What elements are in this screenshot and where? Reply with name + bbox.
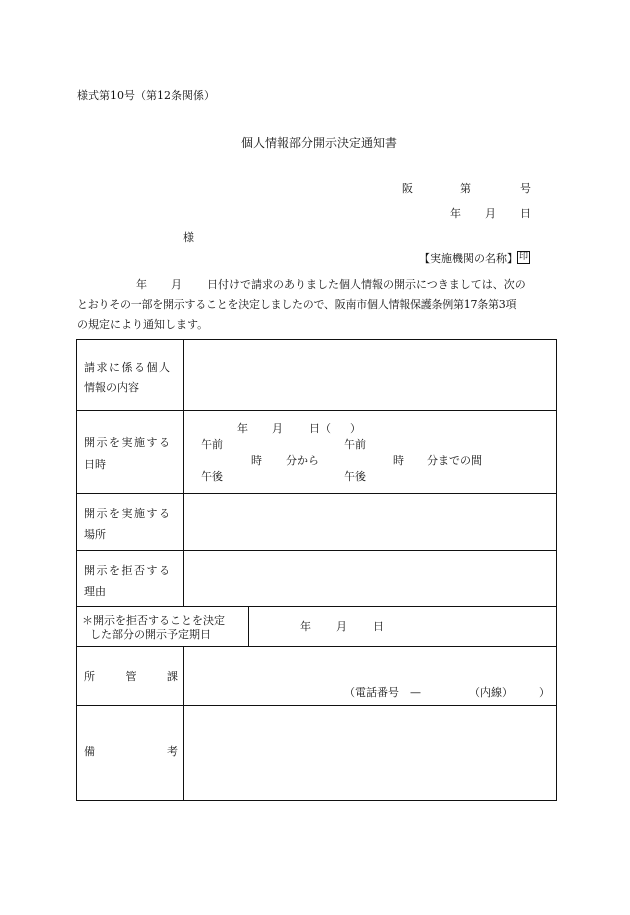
date-day: 日 — [520, 207, 531, 220]
dt-hour-1: 時 — [251, 454, 262, 467]
label-line: した部分の開示予定期日 — [90, 628, 211, 641]
dt-hour-2: 時 — [393, 454, 404, 467]
label-line: 開示を拒否する — [84, 564, 172, 577]
sd-day: 日 — [373, 620, 384, 633]
label-char: 所 — [84, 670, 95, 683]
body-line1: 日付けで請求のありました個人情報の開示につきましては、次の — [207, 278, 526, 291]
label-department-text — [84, 671, 178, 682]
label-char: 備 — [84, 745, 95, 758]
date-year: 年 — [450, 207, 461, 220]
row-disclosure-datetime — [77, 411, 557, 494]
body-line2: とおりその一部を開示することを決定しましたので、阪南市個人情報保護条例第17条第3項 — [77, 298, 517, 311]
date-month: 月 — [485, 207, 496, 220]
label-refusal-reason — [77, 551, 184, 607]
dt-close: ） — [350, 422, 361, 435]
label-line: 理由 — [84, 585, 106, 598]
label-line: 請求に係る個人 — [84, 361, 172, 374]
label-scheduled-date — [77, 607, 249, 647]
dt-min-from: 分から — [286, 454, 319, 467]
body-line3: の規定により通知します。 — [77, 318, 209, 331]
label-line: 日時 — [84, 458, 106, 471]
row-requested-info — [77, 340, 557, 411]
dt-am-2: 午前 — [344, 438, 366, 451]
dt-pm-2: 午後 — [344, 470, 366, 483]
label-department — [77, 647, 184, 706]
dt-year: 年 — [237, 422, 248, 435]
ref-dai: 第 — [460, 182, 471, 195]
label-line: 開示を実施する — [84, 507, 172, 520]
value-scheduled-date[interactable] — [249, 607, 557, 647]
row-refusal-reason — [77, 551, 557, 607]
form-number: 様式第10号（第12条関係） — [77, 89, 215, 102]
label-line: 場所 — [84, 528, 106, 541]
value-refusal-reason[interactable] — [184, 551, 557, 607]
body-year: 年 — [136, 278, 147, 291]
row-disclosure-place — [77, 494, 557, 551]
label-char: 管 — [125, 670, 137, 683]
seal-mark: 印 — [518, 252, 528, 262]
addressee-sama: 様 — [183, 231, 194, 244]
value-disclosure-datetime[interactable] — [184, 411, 557, 494]
body-month: 月 — [171, 278, 182, 291]
dt-month: 月 — [272, 422, 283, 435]
notice-form-table — [76, 339, 557, 801]
dt-day: 日（ — [309, 422, 331, 435]
dt-pm-1: 午後 — [201, 470, 223, 483]
dt-min-to: 分までの間 — [427, 454, 482, 467]
phone-dash: — — [410, 686, 421, 699]
label-disclosure-place — [77, 494, 184, 551]
value-remarks[interactable] — [184, 706, 557, 801]
label-line: 情報の内容 — [84, 381, 139, 394]
issuer-label: 【実施機関の名称】 — [419, 252, 518, 265]
label-char: 課 — [167, 670, 178, 683]
value-department[interactable] — [184, 647, 557, 706]
value-disclosure-place[interactable] — [184, 494, 557, 551]
sd-month: 月 — [336, 620, 347, 633]
extension-label: （内線） — [469, 686, 513, 699]
label-line: 開示を実施する — [84, 436, 172, 449]
label-char: 考 — [167, 745, 178, 758]
phone-close: ） — [539, 686, 550, 699]
label-line: ＊開示を拒否することを決定 — [82, 614, 225, 627]
label-remarks-text — [84, 746, 178, 757]
ref-go: 号 — [520, 182, 531, 195]
dt-am-1: 午前 — [201, 438, 223, 451]
row-department — [77, 647, 557, 706]
label-remarks — [77, 706, 184, 801]
phone-label: （電話番号 — [344, 686, 399, 699]
label-disclosure-datetime — [77, 411, 184, 494]
ref-prefix: 阪 — [402, 182, 413, 195]
value-requested-info[interactable] — [184, 340, 557, 411]
document-title: 個人情報部分開示決定通知書 — [241, 136, 398, 150]
row-remarks — [77, 706, 557, 801]
label-requested-info — [77, 340, 184, 411]
row-scheduled-date — [77, 607, 557, 647]
sd-year: 年 — [300, 620, 311, 633]
